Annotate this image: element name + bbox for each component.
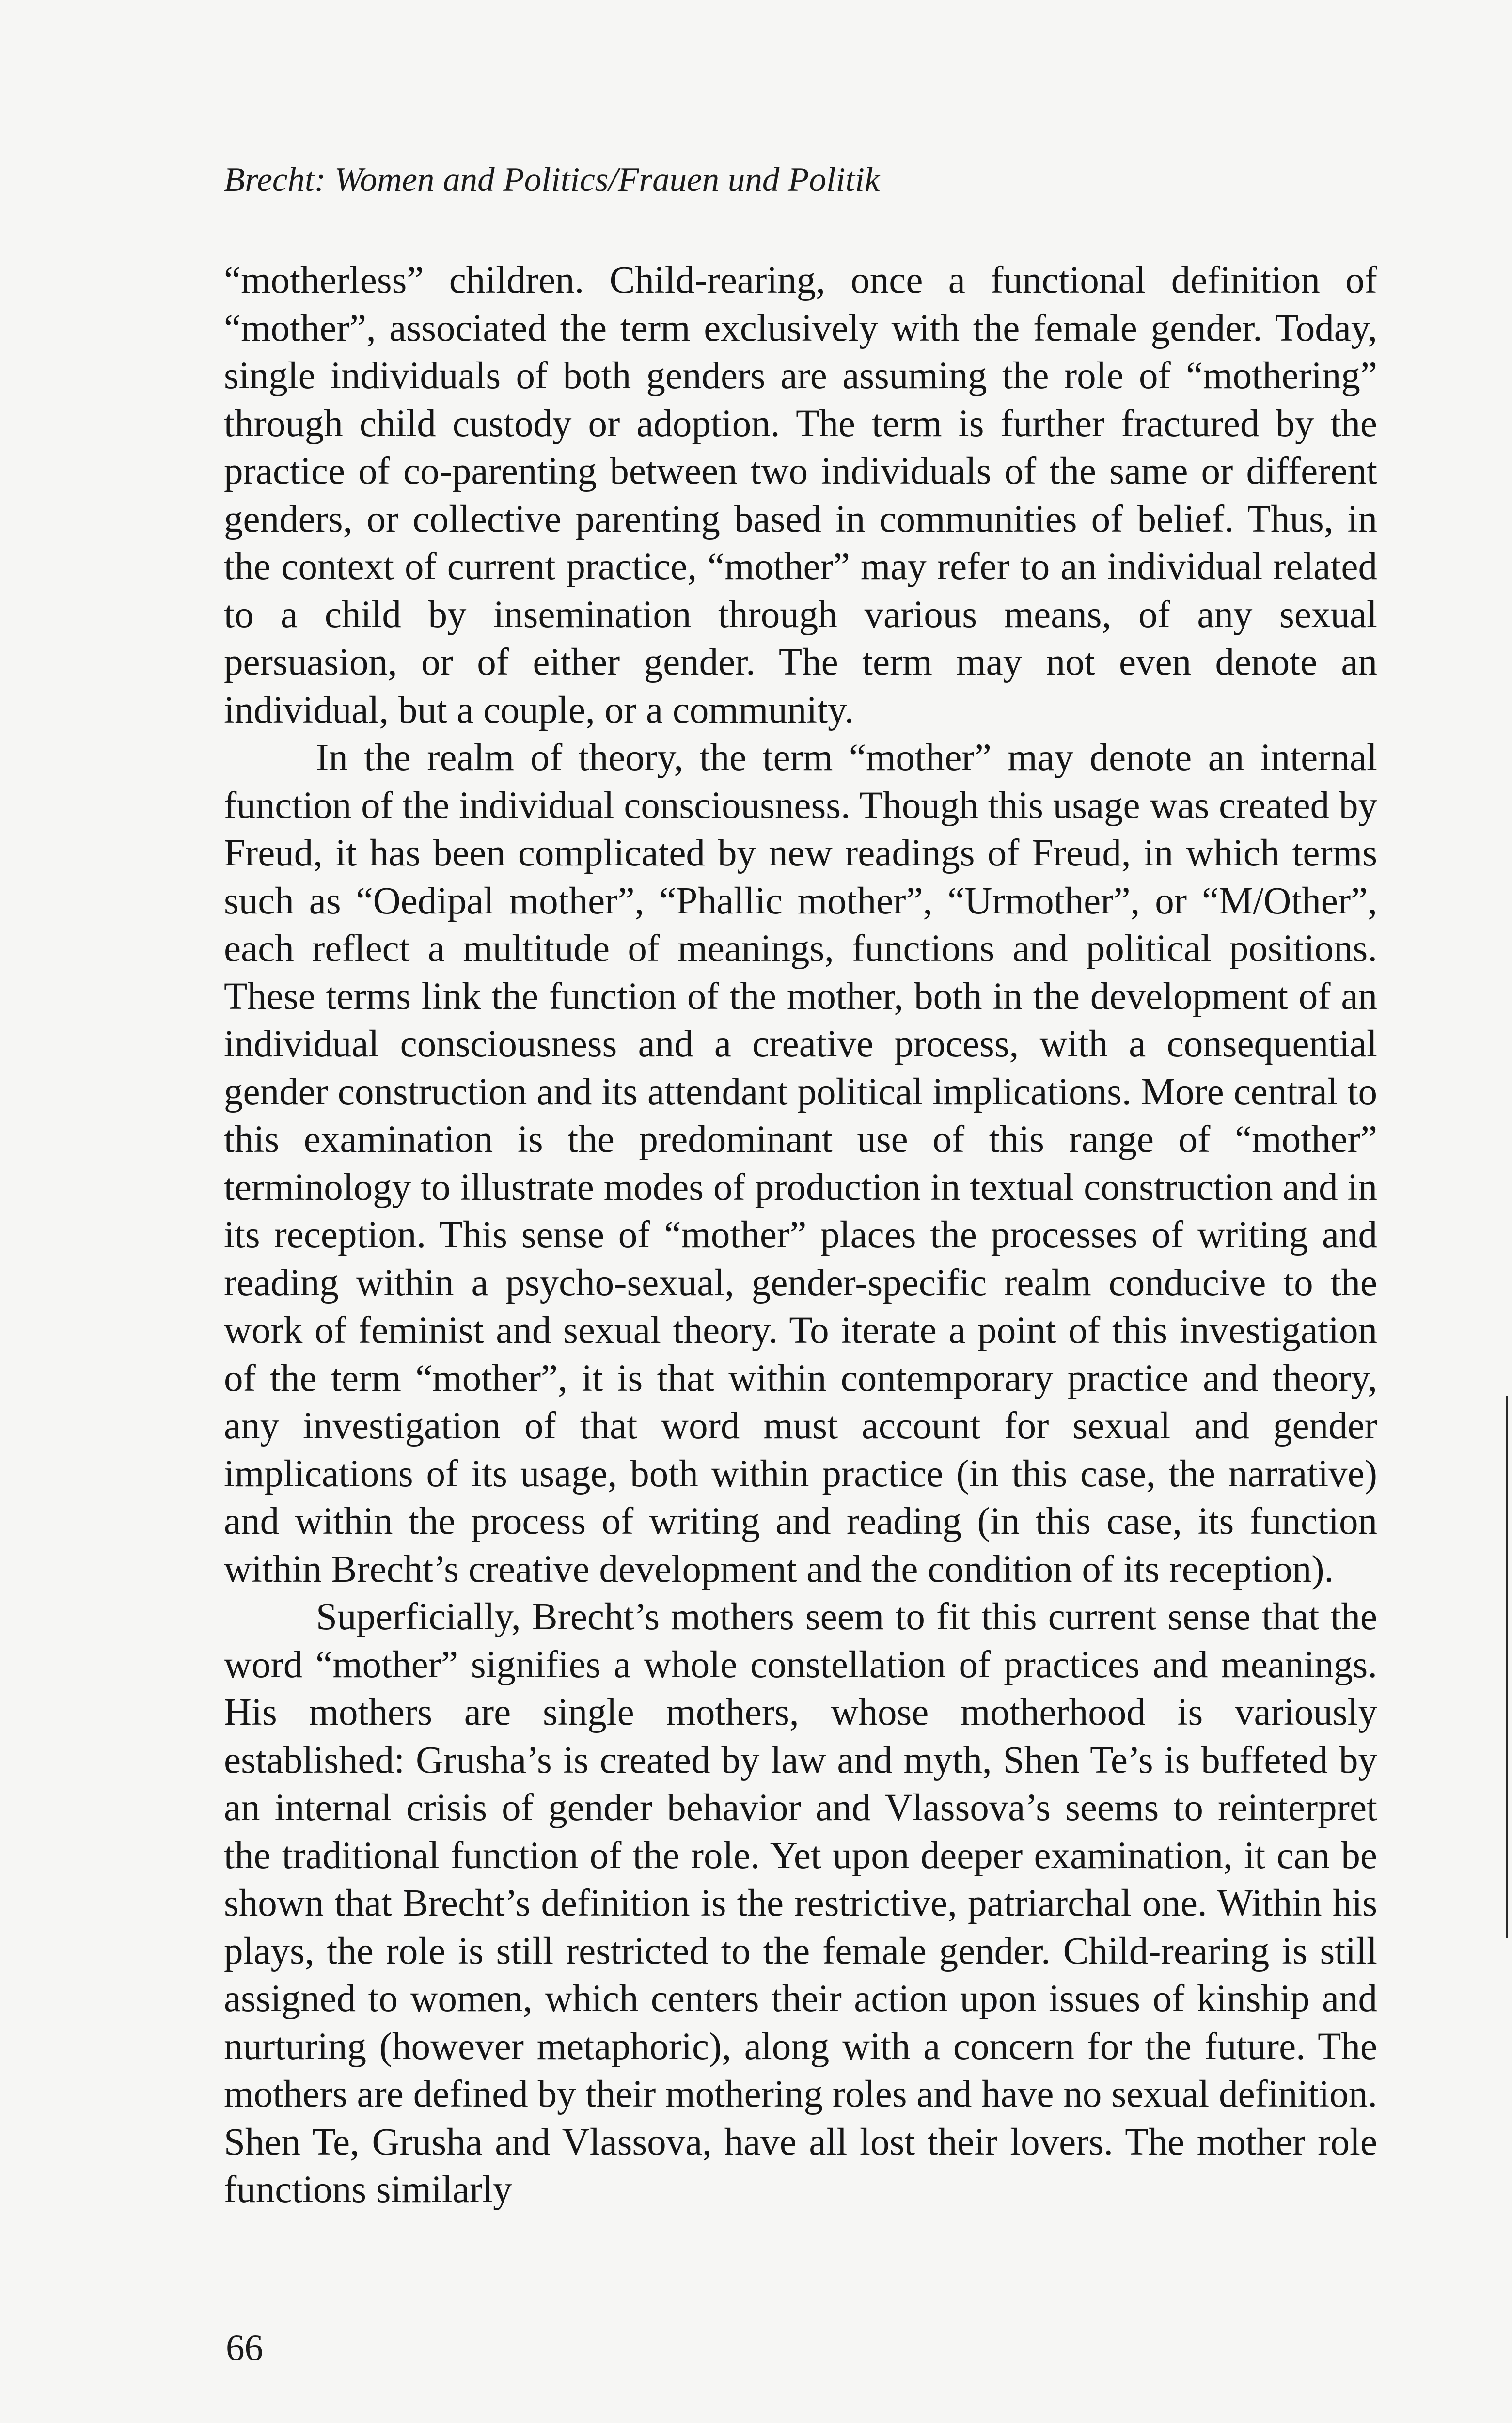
body-text [224,257,1377,2214]
page-number: 66 [226,2327,263,2368]
scan-edge-mark [1506,1396,1508,1938]
paragraph-3: Superficially, Brecht’s mothers seem to fit this current sense that the word “mother” signifies a whole constellation of practices and meanings. His mothers are single mothers, whose motherhood is variously established: Grusha’s is created by law and myth, Shen Te’s is buffeted by an internal crisis of gender behavior and Vlassova’s seems to reinterpret the traditional function of the role. Yet upon deeper examination, it can be shown that Brecht’s definition is the restrictive, patriarchal one. Within his plays, the role is still restricted to the female gender. Child-rearing is still assigned to women, which centers their action upon issues of kinship and nurturing (however metaphoric), along with a concern for the future. The mothers are defined by their mothering roles and have no sexual definition. Shen Te, Grusha and Vlassova, have all lost their lovers. The mother role functions similarly [224,1596,1377,2211]
paragraph-1: “motherless” children. Child-rearing, once a functional definition of “mother”, associated the term exclusively with the female gender. Today, single individuals of both genders are assuming the role of “mothering” through child custody or adoption. The term is further fractured by the practice of co-parenting between two individuals of the same or different genders, or collective parenting based in communities of belief. Thus, in the context of current practice, “mother” may refer to an individual related to a child by insemination through various means, of any sexual persuasion, or of either gender. The term may not even denote an individual, but a couple, or a community. [224,259,1377,731]
paragraph-2: In the realm of theory, the term “mother” may denote an internal function of the individual consciousness. Though this usage was created by Freud, it has been complicated by new readings of Freud, in which terms such as “Oedipal mother”, “Phallic mother”, “Urmother”, or “M/Other”, each reflect a multitude of meanings, functions and political positions. These terms link the function of the mother, both in the development of an individual consciousness and a creative process, with a consequential gender construction and its attendant political implications. More central to this examination is the predominant use of this range of “mother” terminology to illustrate modes of production in textual construction and in its reception. This sense of “mother” places the processes of writing and reading within a psycho-sexual, gender-specific realm conducive to the work of feminist and sexual theory. To iterate a point of this investigation of the term “mother”, it is that within contemporary practice and theory, any investigation of that word must account for sexual and gender implications of its usage, both within practice (in this case, the narrative) and within the process of writing and reading (in this case, its function within Brecht’s creative development and the condition of its reception). [224,737,1377,1590]
running-head: Brecht: Women and Politics/Frauen und Politik [224,161,880,199]
